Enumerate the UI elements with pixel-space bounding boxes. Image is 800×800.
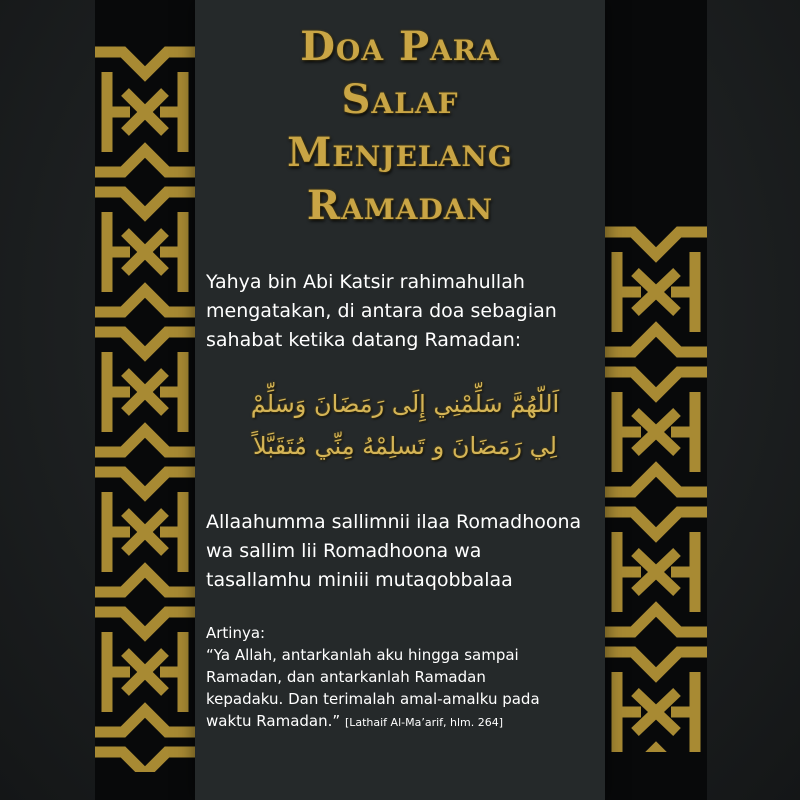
- meaning-reference: [Lathaif Al-Ma’arif, hlm. 264]: [344, 716, 504, 729]
- right-gold-ornament: [605, 222, 707, 752]
- transliteration-line-1: Allaahumma sallimnii ilaa Romadhoona: [206, 511, 582, 533]
- meaning-label: Artinya:: [206, 624, 266, 642]
- meaning-text: [206, 622, 602, 734]
- arabic-line-1: اَللّهُمَّ سَلِّمْنِي إِلَى رَمَضَانَ وَسَلِّمْ: [250, 390, 560, 418]
- intro-line-1: Yahya bin Abi Katsir rahimahullah: [206, 271, 525, 293]
- meaning-line-2: Ramadan, dan antarkanlah Ramadan: [206, 668, 486, 686]
- transliteration-text: [206, 508, 602, 595]
- left-gold-ornament: [95, 42, 195, 772]
- arabic-line-2: لِي رَمَضَانَ و تَسلِمْهُ مِنِّي مُتَقَبَّلاً: [253, 432, 557, 460]
- meaning-line-3: kepadaku. Dan terimalah amal-amalku pada: [206, 690, 540, 708]
- intro-line-3: sahabat ketika datang Ramadan:: [206, 329, 522, 351]
- page-title: [195, 20, 605, 232]
- arabic-prayer: [215, 383, 595, 467]
- intro-text: [206, 268, 598, 355]
- meaning-line-4-wrap: [206, 710, 602, 734]
- intro-line-2: mengatakan, di antara doa sebagian: [206, 300, 557, 322]
- title-line-1: Doa Para: [300, 23, 500, 70]
- meaning-line-4: waktu Ramadan.”: [206, 712, 341, 730]
- title-line-4: Ramadan: [306, 182, 494, 229]
- transliteration-line-3: tasallamhu miniii mutaqobbalaa: [206, 569, 513, 591]
- title-line-3: Menjelang: [287, 129, 513, 176]
- title-line-2: Salaf: [341, 76, 459, 123]
- transliteration-line-2: wa sallim lii Romadhoona wa: [206, 540, 482, 562]
- meaning-line-1: “Ya Allah, antarkanlah aku hingga sampai: [206, 646, 519, 664]
